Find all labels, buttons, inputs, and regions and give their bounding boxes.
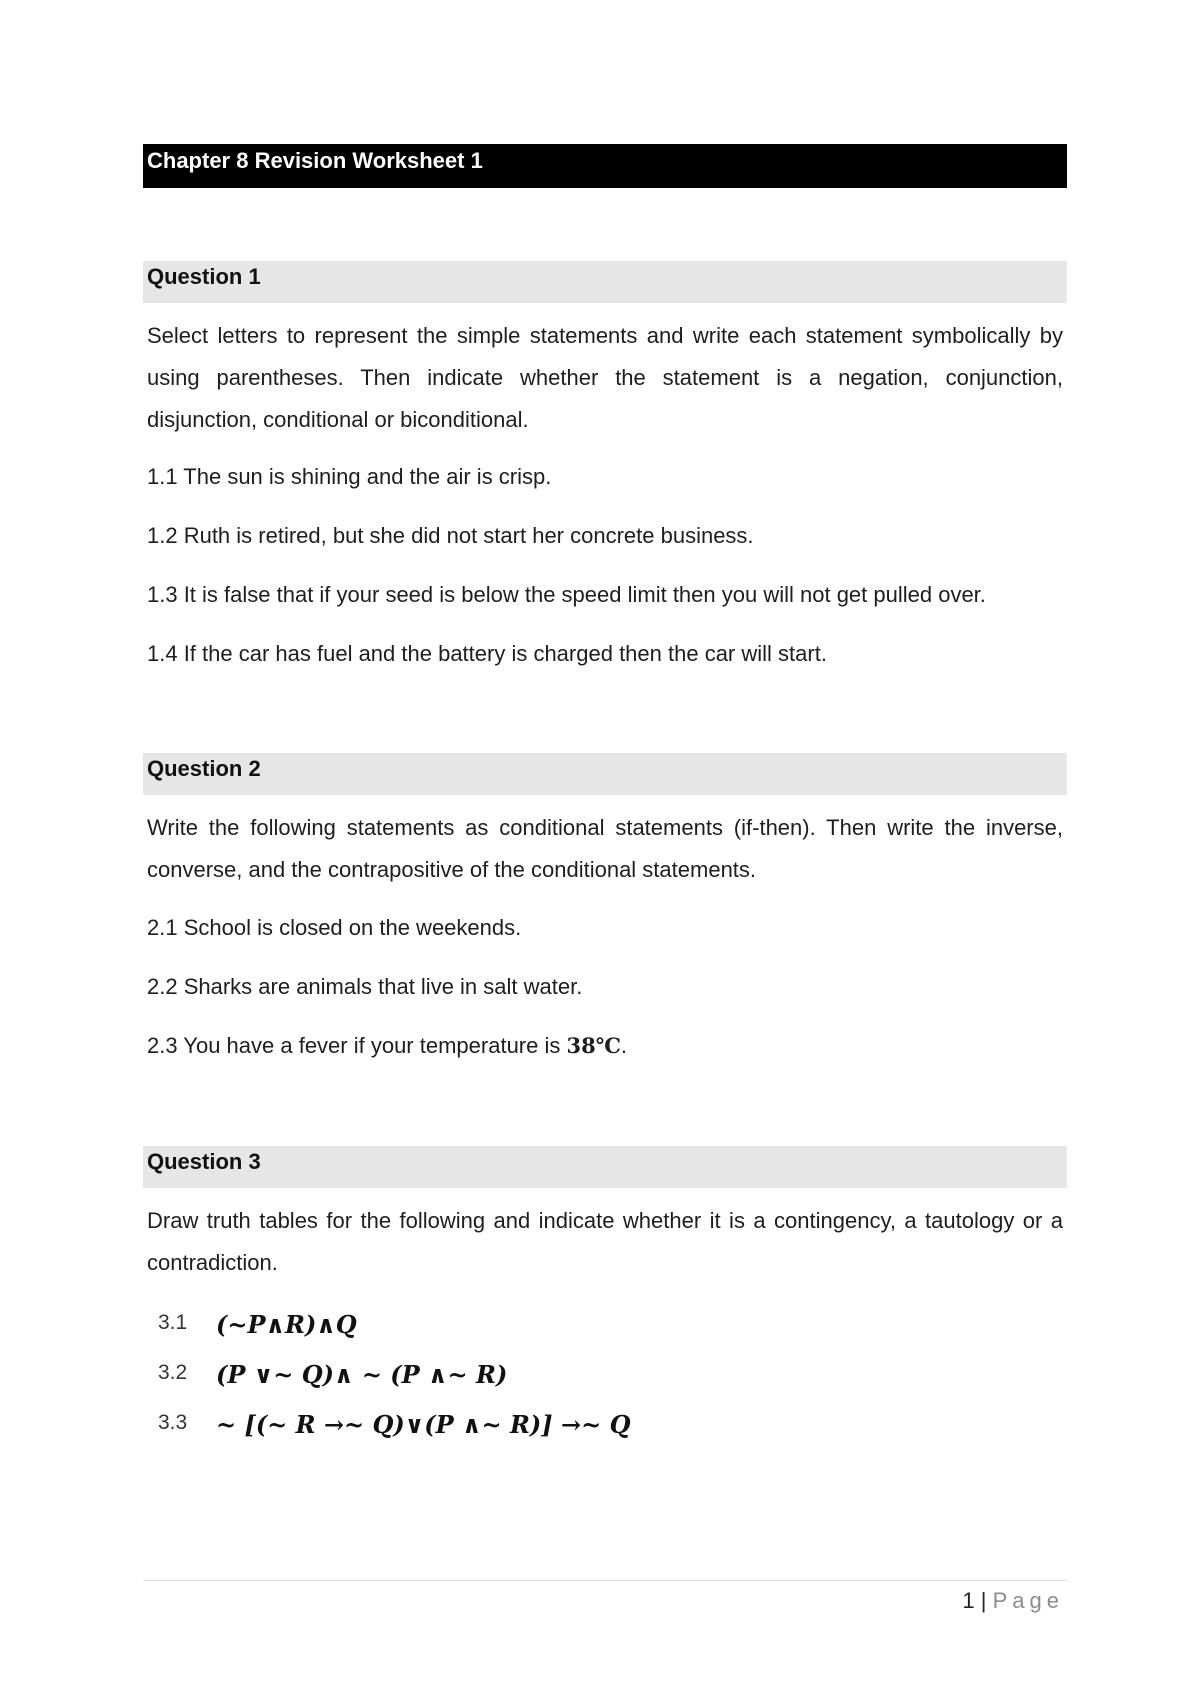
- page-footer: [962, 1586, 1064, 1616]
- question-1-item-2: 1.2 Ruth is retired, but she did not start her concrete business.: [147, 523, 754, 548]
- page-number: 1: [962, 1588, 975, 1613]
- question-1-heading: Question 1: [143, 261, 1067, 303]
- question-2-heading: Question 2: [143, 753, 1067, 795]
- question-1-item-3: 1.3 It is false that if your seed is below the speed limit then you will not get pulled over.: [147, 582, 986, 607]
- expression-3-1-formula: (~P∧R)∧Q: [216, 1310, 357, 1339]
- question-2-instructions: Write the following statements as conditional statements (if-then). Then write the inverse, converse, and the contrapositive of the conditional statements.: [147, 815, 1063, 882]
- expression-3-2-number: 3.2: [158, 1361, 188, 1384]
- expression-3-1-number: 3.1: [158, 1311, 188, 1334]
- question-2-item-3: [147, 1031, 1063, 1061]
- expression-3-2-formula: (P ∨~ Q)∧ ~ (P ∧~ R): [216, 1360, 508, 1389]
- question-1-item-1: 1.1 The sun is shining and the air is crisp.: [147, 464, 552, 489]
- question-2-item-1: 2.1 School is closed on the weekends.: [147, 915, 522, 940]
- worksheet-title: Chapter 8 Revision Worksheet 1: [143, 144, 1067, 188]
- question-2-item-2: 2.2 Sharks are animals that live in salt water.: [147, 974, 583, 999]
- expression-3-3-number: 3.3: [158, 1411, 188, 1434]
- question-3-instructions: Draw truth tables for the following and indicate whether it is a contingency, a tautology or a contradiction.: [147, 1208, 1063, 1275]
- page-separator: |: [974, 1588, 993, 1613]
- question-2-item-3-text: 2.3 You have a fever if your temperature is: [147, 1033, 567, 1058]
- expression-3-3-formula: ~ [(~ R →~ Q)∨(P ∧~ R)] →~ Q: [216, 1410, 631, 1439]
- question-2-item-3-end: .: [620, 1033, 627, 1058]
- page-label: Page: [992, 1588, 1064, 1613]
- footer-divider: [143, 1580, 1067, 1581]
- question-1-instructions: Select letters to represent the simple statements and write each statement symbolically by using parentheses. Then indicate whether the statement is a negation, conjunction, disjunction, conditional or biconditional.: [147, 323, 1063, 432]
- question-3-heading: Question 3: [143, 1146, 1067, 1188]
- temperature-value: 38℃: [566, 1033, 621, 1058]
- question-1-item-4: 1.4 If the car has fuel and the battery is charged then the car will start.: [147, 641, 827, 666]
